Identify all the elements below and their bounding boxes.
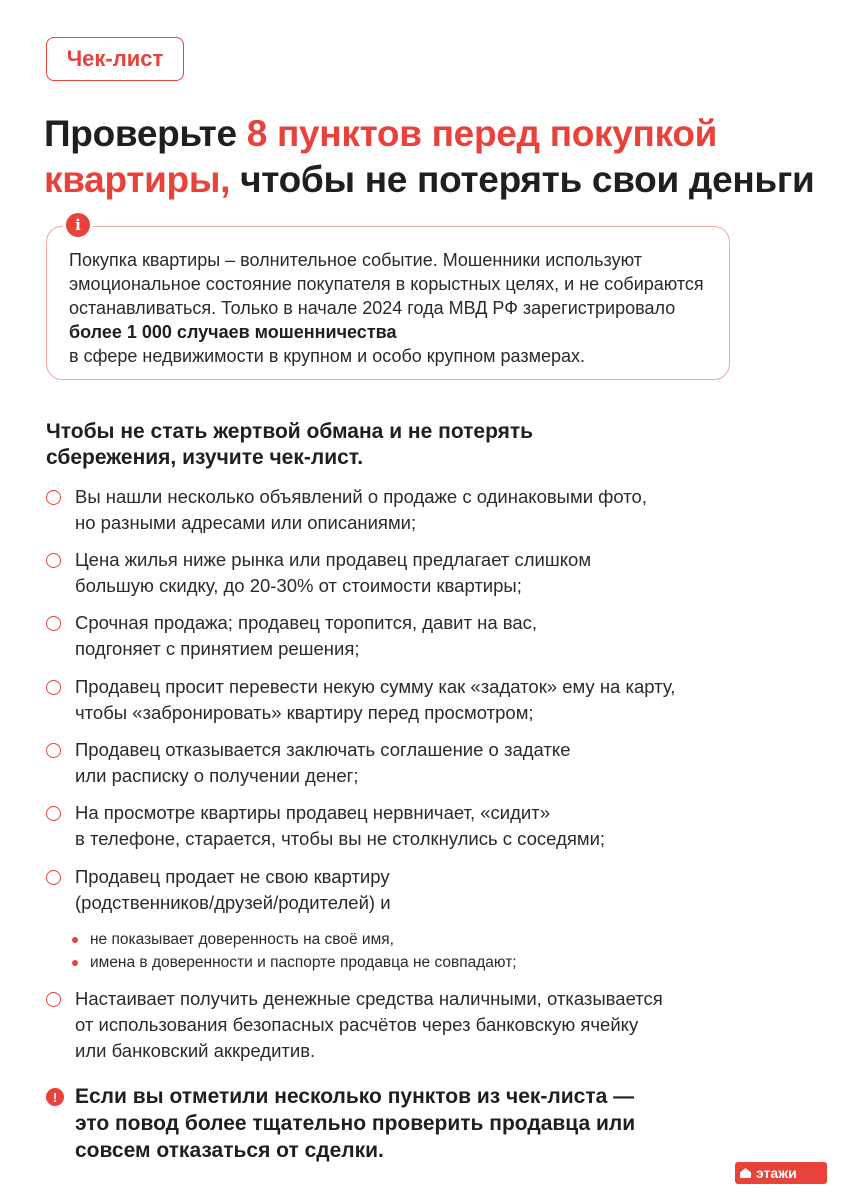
checklist-subtitle xyxy=(46,419,666,471)
warning-line-1: Если вы отметили несколько пунктов из чек-листа — xyxy=(75,1085,635,1108)
title-part-3-highlight: квартиры, xyxy=(44,159,231,200)
warning-line-3: совсем отказаться от сделки. xyxy=(75,1139,384,1162)
title-part-1: Проверьте xyxy=(44,113,247,154)
sub-bullet-1-text: не показывает доверенность на своё имя, xyxy=(90,931,394,948)
checkbox-circle-icon[interactable] xyxy=(46,806,61,821)
house-icon xyxy=(740,1168,751,1178)
item-2-line-2: большую скидку, до 20-30% от стоимости квартиры; xyxy=(75,575,522,596)
item-6-line-2: в телефоне, старается, чтобы вы не столкнулись с соседями; xyxy=(75,828,606,849)
checkbox-circle-icon[interactable] xyxy=(46,870,61,885)
item-1-line-2: но разными адресами или описаниями; xyxy=(75,512,417,533)
checkbox-circle-icon[interactable] xyxy=(46,992,61,1007)
info-text-start: Покупка квартиры – волнительное событие. Мошенники используют эмоциональное состояние покупателя в корыстных целях, и не собираются останавливаться. Только в начале 2024 года МВД РФ зарегистрировало xyxy=(69,250,704,318)
checkbox-circle-icon[interactable] xyxy=(46,616,61,631)
item-5-line-1: Продавец отказывается заключать соглашение о задатке xyxy=(75,739,571,760)
item-1-line-1: Вы нашли несколько объявлений о продаже с одинаковыми фото, xyxy=(75,486,647,507)
sub-bullet-2-text: имена в доверенности и паспорте продавца не совпадают; xyxy=(90,954,517,971)
warning-text xyxy=(75,1083,715,1164)
logo-text: этажи xyxy=(756,1165,797,1181)
checkbox-circle-icon[interactable] xyxy=(46,743,61,758)
title-part-2-highlight: 8 пунктов перед покупкой xyxy=(246,113,718,154)
item-7-line-1: Продавец продает не свою квартиру xyxy=(75,866,390,887)
page-title xyxy=(44,111,824,203)
subtitle-line-1: Чтобы не стать жертвой обмана и не потерять xyxy=(46,420,534,443)
item-7-line-2: (родственников/друзей/родителей) и xyxy=(75,892,391,913)
item-8-line-3: или банковский аккредитив. xyxy=(75,1040,316,1061)
item-4-line-2: чтобы «забронировать» квартиру перед просмотром; xyxy=(75,702,534,723)
title-part-4: чтобы не потерять свои деньги xyxy=(230,159,815,200)
item-3-line-2: подгоняет с принятием решения; xyxy=(75,638,360,659)
item-3-line-1: Срочная продажа; продавец торопится, давит на вас, xyxy=(75,612,538,633)
bullet-dot-icon xyxy=(72,937,78,943)
info-box xyxy=(46,226,730,380)
etazhi-logo xyxy=(735,1162,827,1184)
warning-icon: ! xyxy=(46,1088,64,1106)
item-2-line-1: Цена жилья ниже рынка или продавец предлагает слишком xyxy=(75,549,592,570)
item-8-line-1: Настаивает получить денежные средства наличными, отказывается xyxy=(75,988,663,1009)
subtitle-line-2: сбережения, изучите чек-лист. xyxy=(46,446,364,469)
bullet-dot-icon xyxy=(72,960,78,966)
checkbox-circle-icon[interactable] xyxy=(46,553,61,568)
item-4-line-1: Продавец просит перевести некую сумму как «задаток» ему на карту, xyxy=(75,676,676,697)
info-text-bold: более 1 000 случаев мошенничества xyxy=(69,322,397,342)
checkbox-circle-icon[interactable] xyxy=(46,490,61,505)
warning-line-2: это повод более тщательно проверить продавца или xyxy=(75,1112,636,1135)
info-icon: i xyxy=(63,210,93,240)
item-8-line-2: от использования безопасных расчётов через банковскую ячейку xyxy=(75,1014,639,1035)
item-5-line-2: или расписку о получении денег; xyxy=(75,765,359,786)
info-text-end: в сфере недвижимости в крупном и особо крупном размерах. xyxy=(69,346,586,366)
item-6-line-1: На просмотре квартиры продавец нервничает, «сидит» xyxy=(75,802,551,823)
checkbox-circle-icon[interactable] xyxy=(46,680,61,695)
checklist-tag: Чек-лист xyxy=(46,37,184,81)
